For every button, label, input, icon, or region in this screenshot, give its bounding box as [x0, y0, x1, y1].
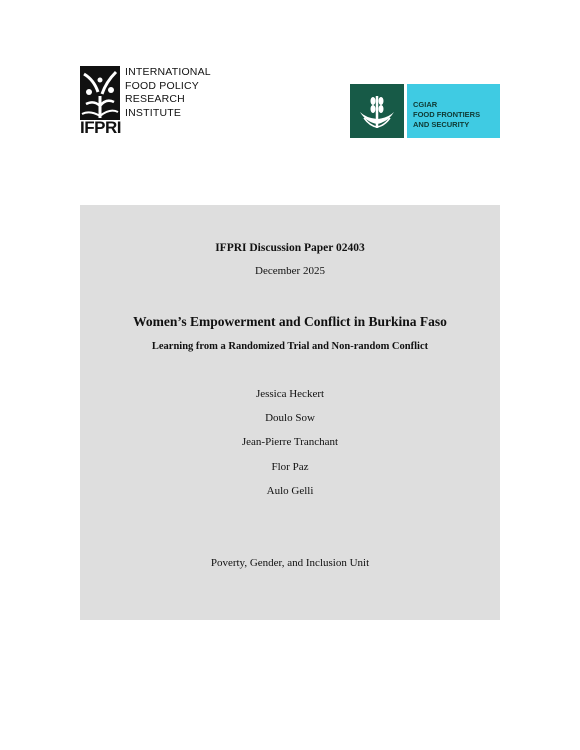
cgiar-text-line: AND SECURITY [413, 120, 470, 129]
cgiar-text-line: CGIAR [413, 100, 438, 109]
cgiar-wheat-icon [350, 84, 404, 138]
publication-date: December 2025 [255, 265, 325, 277]
author: Jean-Pierre Tranchant [241, 436, 339, 448]
ifpri-name-line: FOOD POLICY [125, 79, 199, 92]
ifpri-emblem-icon [80, 66, 120, 120]
paper-series: IFPRI Discussion Paper 02403 [215, 242, 365, 254]
author: Jessica Heckert [255, 388, 325, 400]
ifpri-logo [80, 66, 220, 138]
cgiar-logo [350, 84, 500, 138]
cgiar-mark [350, 84, 404, 138]
author: Flor Paz [271, 461, 309, 473]
paper-subtitle: Learning from a Randomized Trial and Non-random Conflict [151, 341, 429, 352]
author: Doulo Sow [265, 412, 315, 424]
title-box [80, 205, 500, 620]
cgiar-text-line: FOOD FRONTIERS [413, 110, 481, 119]
paper-title: Women’s Empowerment and Conflict in Burkina Faso [133, 314, 447, 329]
research-unit: Poverty, Gender, and Inclusion Unit [210, 557, 370, 569]
author: Aulo Gelli [266, 485, 314, 497]
ifpri-name-line: RESEARCH [125, 93, 185, 105]
ifpri-wordmark: IFPRI [80, 118, 121, 137]
ifpri-name-line: INTERNATIONAL [125, 66, 211, 78]
ifpri-full-name [125, 66, 225, 120]
ifpri-name-line: INSTITUTE [125, 106, 182, 119]
cgiar-text-block [407, 84, 500, 138]
